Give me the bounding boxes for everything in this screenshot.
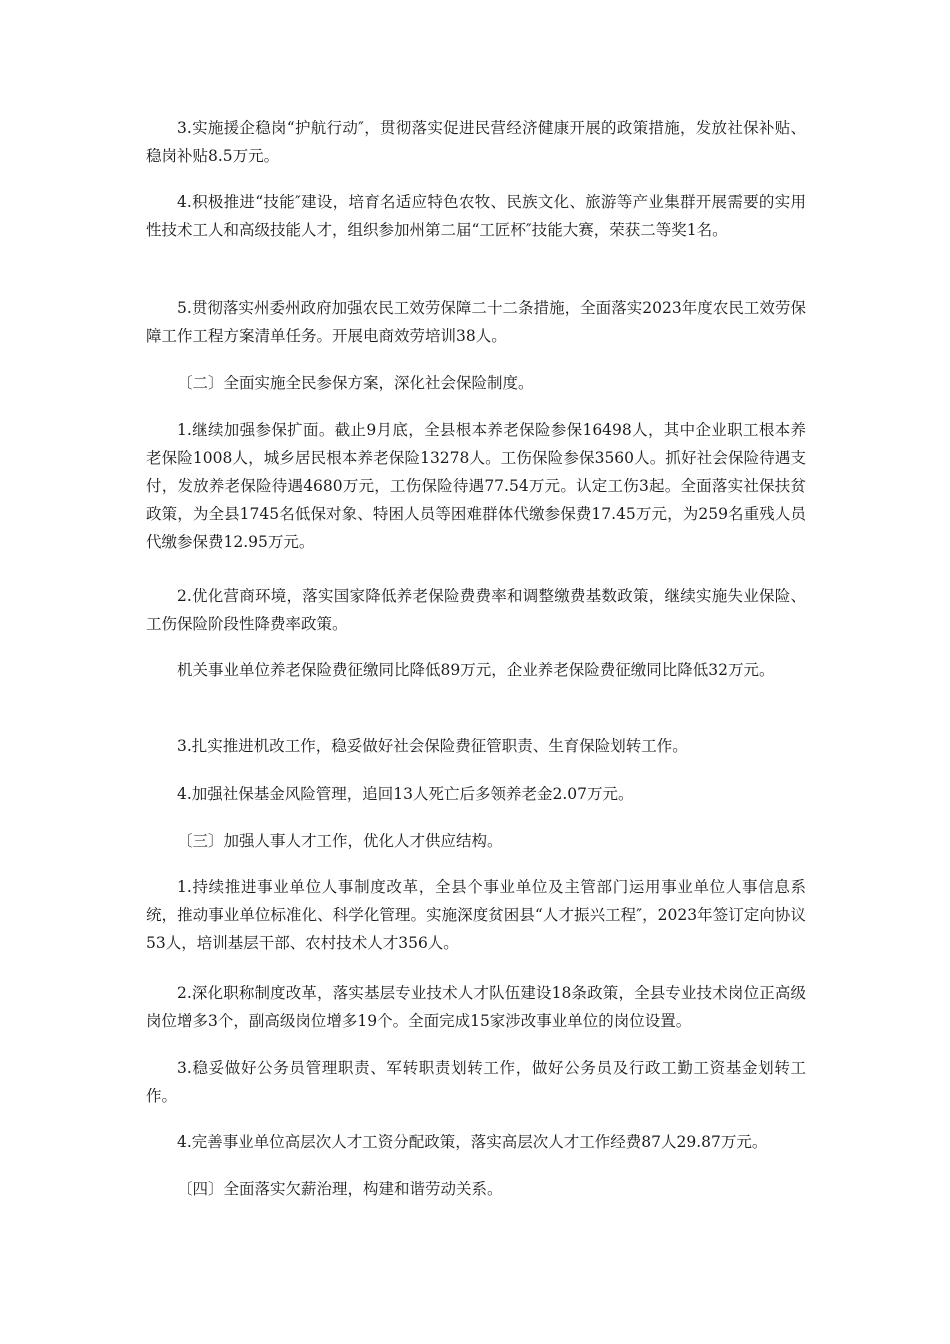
paragraph-4-3-talent-salary: 4.完善事业单位高层次人才工资分配政策，落实高层次人才工作经费87人29.87万元。 [177, 1133, 768, 1151]
section-heading-3: 〔三〕加强人事人才工作，优化人才供应结构。 [177, 832, 503, 850]
section-heading-2: 〔二〕全面实施全民参保方案，深化社会保险制度。 [177, 374, 534, 392]
paragraph-4-1-skills-building: 4.积极推进“技能″建设，培育名适应特色农牧、民族文化、旅游等产业集群开展需要的实用性技术工人和高级技能人才，组织参加州第二届“工匠杯″技能大赛，荣获二等奖1名。 [146, 193, 806, 239]
paragraph-2-3-title-reform: 2.深化职称制度改革，落实基层专业技术人才队伍建设18条政策，全县专业技术岗位正高级岗位增多3个，副高级岗位增多19个。全面完成15家涉改事业单位的岗位设置。 [146, 984, 806, 1030]
section-heading-4: 〔四〕全面落实欠薪治理，构建和谐劳动关系。 [177, 1180, 503, 1198]
paragraph-1-2-insurance-coverage: 1.继续加强参保扩面。截止9月底，全县根本养老保险参保16498人，其中企业职工根本养老保险1008人，城乡居民根本养老保险13278人。工伤保险参保3560人。抓好社会保险待遇支付，发放养老保险待遇4680万元，工伤保险待遇77.54万元。认定工伤3起。全面落实社保扶贫政策，为全县1745名低保对象、特困人员等困难群体代缴参保费17.45万元，为259名重残人员代缴参保费12.95万元。 [146, 421, 806, 551]
paragraph-pension-fee-reduction: 机关事业单位养老保险费征缴同比降低89万元，企业养老保险费征缴同比降低32万元。 [177, 661, 775, 679]
paragraph-2-2-business-environment: 2.优化营商环境，落实国家降低养老保险费费率和调整缴费基数政策，继续实施失业保险、工伤保险阶段性降费率政策。 [146, 587, 806, 633]
paragraph-1-3-personnel-reform: 1.持续推进事业单位人事制度改革，全县个事业单位及主管部门运用事业单位人事信息系统，推动事业单位标准化、科学化管理。实施深度贫困县“人才振兴工程″，2023年签订定向协议53人，培训基层干部、农村技术人才356人。 [146, 878, 806, 952]
paragraph-3-3-civil-servant: 3.稳妥做好公务员管理职责、军转职责划转工作，做好公务员及行政工勤工资基金划转工作。 [146, 1059, 806, 1105]
paragraph-3-1-support-enterprises: 3.实施援企稳岗“护航行动″，贯彻落实促进民营经济健康开展的政策措施，发放社保补贴、稳岗补贴8.5万元。 [146, 119, 806, 165]
paragraph-5-1-migrant-workers: 5.贯彻落实州委州政府加强农民工效劳保障二十二条措施，全面落实2023年度农民工效劳保障工作工程方案清单任务。开展电商效劳培训38人。 [146, 299, 806, 345]
paragraph-4-2-fund-risk: 4.加强社保基金风险管理，追回13人死亡后多领养老金2.07万元。 [177, 785, 634, 803]
paragraph-3-2-institutional-reform: 3.扎实推进机改工作，稳妥做好社会保险费征管职责、生育保险划转工作。 [177, 737, 688, 755]
